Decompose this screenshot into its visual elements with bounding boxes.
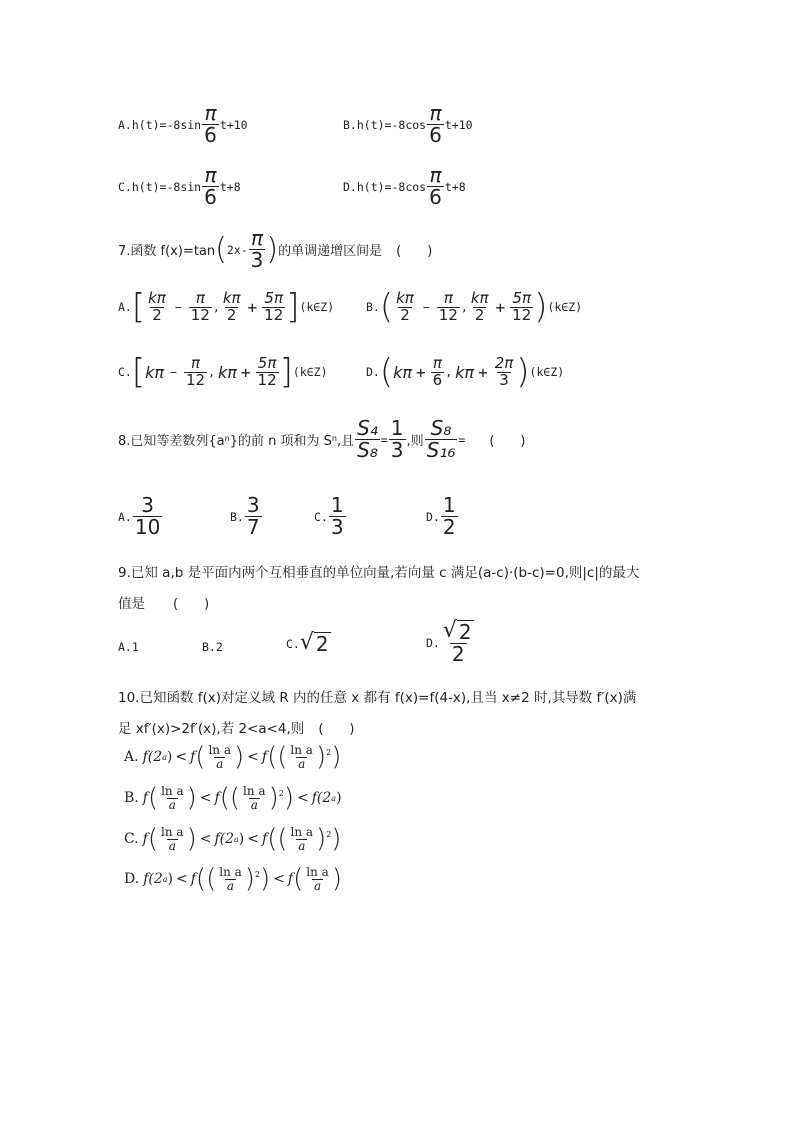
term-a: kπ xyxy=(393,362,413,382)
right-paren: ) xyxy=(315,742,327,773)
denominator: 2 xyxy=(226,305,237,324)
option-label: B. xyxy=(366,300,380,314)
option-expr-pre: h(t)=-8sin xyxy=(131,117,202,132)
option-label: C. xyxy=(124,831,139,848)
option-label: D. xyxy=(426,635,440,650)
q10-stem-line2 xyxy=(118,717,354,737)
q7-stem xyxy=(118,228,432,271)
option-label: A. xyxy=(124,749,139,766)
left-paren: ( xyxy=(215,231,227,267)
equals-sign: = xyxy=(458,432,466,447)
square-root xyxy=(300,632,331,655)
domain-suffix: (k∈Z) xyxy=(529,365,565,379)
exponent-2: 2 xyxy=(278,789,284,798)
denominator: 12 xyxy=(185,370,206,389)
numerator: S₄ xyxy=(357,416,378,440)
denominator: a xyxy=(216,756,224,771)
exponent-a: a xyxy=(162,752,167,762)
fraction-s8-s16 xyxy=(425,418,458,461)
less-than: < xyxy=(247,831,259,848)
option-label: C. xyxy=(118,365,132,379)
q10-option-a xyxy=(124,742,342,773)
right-paren: ) xyxy=(234,742,245,773)
right-paren: ) xyxy=(283,783,294,814)
left-paren: ( xyxy=(147,783,159,814)
subscript-n: n xyxy=(331,434,337,443)
right-paren: ) xyxy=(516,352,530,392)
denominator: 3 xyxy=(499,370,509,389)
numerator: π xyxy=(195,288,205,307)
numerator: S₈ xyxy=(430,416,452,440)
numerator: ln a xyxy=(290,825,314,839)
denominator: 3 xyxy=(330,515,344,539)
less-than: < xyxy=(247,749,259,766)
q8-stem xyxy=(118,418,525,461)
fraction-ln-a-over-a xyxy=(206,744,233,770)
numerator: π xyxy=(429,163,442,187)
denominator: a xyxy=(168,838,176,853)
left-paren: ( xyxy=(277,742,288,773)
numerator: ln a xyxy=(161,784,184,798)
denominator: a xyxy=(298,838,306,853)
fraction-ln-a-over-a xyxy=(289,826,316,852)
less-than: < xyxy=(296,790,309,807)
q6-option-c xyxy=(118,165,241,208)
fraction xyxy=(133,495,162,538)
option-expr-post: t+8 xyxy=(444,179,466,194)
denominator: 6 xyxy=(432,370,443,389)
q10-option-b xyxy=(124,783,342,814)
less-than: < xyxy=(199,831,212,848)
f-symbol: f xyxy=(142,790,148,807)
q7-option-d xyxy=(366,352,565,392)
fraction xyxy=(394,288,416,324)
option-expr-post: t+10 xyxy=(219,117,248,132)
fraction-ln-a-over-a xyxy=(304,866,331,892)
domain-suffix: (k∈Z) xyxy=(292,365,328,379)
q8-stem-mid: }的前 n 项和为 S xyxy=(229,434,332,449)
option-expr-post: t+10 xyxy=(444,117,473,132)
q10-line2-text: 足 xf′(x)>2f′(x),若 2<a<4,则 xyxy=(118,721,305,737)
plus-sign: + xyxy=(240,362,251,382)
right-paren: ) xyxy=(534,287,548,327)
fraction-ln-a-over-a xyxy=(241,785,268,811)
f-symbol: f xyxy=(214,790,220,807)
denominator: 3 xyxy=(390,438,404,462)
option-label: A. xyxy=(118,640,132,654)
q8-stem-pre: 8.已知等差数列{a xyxy=(118,434,225,449)
fraction xyxy=(249,228,266,271)
numerator: ln a xyxy=(208,743,231,757)
numerator: 3 xyxy=(246,493,260,517)
close-paren: ) xyxy=(336,790,342,807)
fraction-ln-a-over-a xyxy=(159,785,186,811)
numerator xyxy=(441,620,476,643)
denominator: a xyxy=(168,797,176,812)
option-expr-post: t+8 xyxy=(219,179,241,194)
numerator: 1 xyxy=(442,493,456,517)
denominator: 12 xyxy=(264,305,284,324)
numerator: π xyxy=(204,163,217,187)
comma: , xyxy=(212,300,220,314)
q9-option-b xyxy=(202,640,223,654)
option-label: C. xyxy=(118,179,132,194)
option-label: D. xyxy=(124,871,140,888)
q7-option-a xyxy=(118,287,335,327)
denominator: 10 xyxy=(134,515,161,539)
f-symbol: f xyxy=(190,871,196,888)
left-bracket: [ xyxy=(131,287,146,327)
right-paren: ) xyxy=(316,824,327,855)
less-than: < xyxy=(176,871,188,888)
left-paren: ( xyxy=(195,864,207,895)
fraction-ln-a-over-a xyxy=(217,866,244,892)
left-paren: ( xyxy=(277,824,288,855)
left-paren: ( xyxy=(147,824,159,855)
fraction xyxy=(202,165,219,208)
domain-suffix: (k∈Z) xyxy=(547,300,583,314)
denominator: 6 xyxy=(429,185,442,209)
option-label: A. xyxy=(118,509,132,524)
term-c: kπ xyxy=(455,362,475,382)
radicand: 2 xyxy=(315,632,329,656)
numerator: kπ xyxy=(470,288,489,307)
numerator: π xyxy=(191,353,201,372)
term-a: kπ xyxy=(145,362,165,382)
denominator: 12 xyxy=(257,370,277,389)
equals-sign: = xyxy=(380,432,388,447)
domain-suffix: (k∈Z) xyxy=(299,300,335,314)
option-label: D. xyxy=(426,509,440,524)
close-paren: ) xyxy=(166,749,173,766)
left-paren: ( xyxy=(293,864,304,895)
fraction xyxy=(221,288,243,324)
numerator: π xyxy=(432,353,442,372)
radical-sign: √ xyxy=(442,618,457,643)
fraction xyxy=(427,103,444,146)
right-paren: ) xyxy=(186,824,197,855)
q8-option-c xyxy=(314,495,347,538)
numerator: π xyxy=(204,101,217,125)
fraction xyxy=(427,165,444,208)
q9-option-a xyxy=(118,640,139,654)
right-paren: ) xyxy=(331,742,342,773)
close-paren: ) xyxy=(238,831,245,848)
numerator: 1 xyxy=(390,416,404,440)
right-bracket: ] xyxy=(286,287,300,327)
denominator: a xyxy=(250,797,258,812)
denominator: 2 xyxy=(442,515,456,539)
less-than: < xyxy=(273,871,285,888)
fraction xyxy=(437,288,460,324)
numerator: 1 xyxy=(330,493,344,517)
right-paren: ) xyxy=(266,231,279,267)
numerator: 2π xyxy=(494,353,514,372)
numerator: π xyxy=(429,101,442,125)
denominator: 2 xyxy=(451,642,465,666)
denominator: 7 xyxy=(246,515,260,539)
exponent-2: 2 xyxy=(326,830,332,839)
denominator: 2 xyxy=(474,305,485,324)
less-than: < xyxy=(199,790,212,807)
denominator: a xyxy=(313,878,322,893)
q9-stem-line1: 9.已知 a,b 是平面内两个互相垂直的单位向量,若向量 c 满足(a-c)·(b-c)=0,则|c|的最大 xyxy=(118,565,640,581)
right-paren: ) xyxy=(244,864,255,895)
denominator: a xyxy=(226,878,235,893)
radicand: 2 xyxy=(458,620,472,644)
numerator: 5π xyxy=(264,288,283,307)
denominator: 12 xyxy=(438,305,458,324)
q6-option-d xyxy=(343,165,466,208)
left-paren: ( xyxy=(379,287,394,327)
numerator: ln a xyxy=(161,825,184,839)
q9-stem-line2 xyxy=(118,592,209,612)
fraction xyxy=(510,288,533,324)
fraction-ln-a-over-a xyxy=(159,826,186,852)
f-symbol: f xyxy=(142,831,148,848)
numerator: ln a xyxy=(243,784,266,798)
f-symbol: f xyxy=(261,749,268,766)
denominator: 2 xyxy=(400,305,410,324)
fraction xyxy=(256,353,279,389)
q8-option-b xyxy=(230,495,263,538)
option-expr-pre: h(t)=-8cos xyxy=(356,179,427,194)
numerator: ln a xyxy=(219,865,242,879)
option-label: A. xyxy=(118,300,132,314)
right-paren: ) xyxy=(268,783,279,814)
q9-line2-text: 值是 xyxy=(118,596,145,612)
q8-option-a xyxy=(118,495,163,538)
comma: , xyxy=(208,365,215,379)
q6-option-b xyxy=(343,103,473,146)
term-c: kπ xyxy=(218,362,237,382)
right-paren: ) xyxy=(331,824,342,855)
left-paren: ( xyxy=(267,742,278,773)
option-label: C. xyxy=(286,636,300,651)
denominator: S₁₆ xyxy=(426,438,456,462)
right-paren: ) xyxy=(260,864,271,895)
option-label: B. xyxy=(343,117,357,132)
q7-stem-post: 的单调递增区间是 xyxy=(278,244,383,259)
q9-option-c xyxy=(286,632,331,655)
answer-blank: ( ) xyxy=(318,721,355,737)
denominator: S₈ xyxy=(357,438,378,462)
denominator: 6 xyxy=(204,123,217,147)
q7-stem-inner: 2x- xyxy=(226,242,248,257)
right-paren: ) xyxy=(186,783,197,814)
q9-option-d xyxy=(426,620,477,665)
answer-blank: ( ) xyxy=(173,596,210,612)
square-root xyxy=(443,620,474,643)
option-label: B. xyxy=(230,509,244,524)
numerator: π xyxy=(443,288,453,307)
answer-blank: ( ) xyxy=(489,434,526,449)
fraction-one-third xyxy=(389,418,406,461)
plus-sign: + xyxy=(416,362,426,382)
q8-stem-and: ,且 xyxy=(336,434,355,449)
plus-sign: + xyxy=(495,297,506,317)
left-paren: ( xyxy=(379,352,394,392)
fraction xyxy=(469,288,491,324)
q7-option-b xyxy=(366,287,583,327)
option-value: 1 xyxy=(131,640,139,654)
fraction xyxy=(431,353,445,389)
numerator: 5π xyxy=(512,288,531,307)
numerator: π xyxy=(251,226,264,250)
left-paren: ( xyxy=(195,742,206,773)
right-paren: ) xyxy=(331,864,342,895)
exponent-a: a xyxy=(234,834,239,844)
fraction xyxy=(493,353,516,389)
exponent-a: a xyxy=(331,793,337,803)
left-paren: ( xyxy=(219,783,230,814)
f-symbol: f xyxy=(190,749,196,766)
q10-stem-line1: 10.已知函数 f(x)对定义域 R 内的任意 x 都有 f(x)=f(4-x),且当 x≠2 时,其导数 f′(x)满 xyxy=(118,690,637,706)
denominator: 6 xyxy=(429,123,442,147)
fraction xyxy=(441,495,458,538)
f-pow: f(2 xyxy=(142,749,163,766)
option-expr-pre: h(t)=-8sin xyxy=(131,179,202,194)
radical-sign: √ xyxy=(299,630,314,655)
plus-sign: + xyxy=(478,362,488,382)
left-paren: ( xyxy=(267,824,278,855)
option-value: 2 xyxy=(215,640,223,654)
q6-option-a xyxy=(118,103,248,146)
option-label: D. xyxy=(366,365,380,379)
numerator: kπ xyxy=(148,288,166,307)
right-bracket: ] xyxy=(279,352,293,392)
f-symbol: f xyxy=(262,831,268,848)
denominator: 3 xyxy=(250,248,264,272)
fraction-ln-a-over-a xyxy=(288,744,315,770)
fraction-s4-s8 xyxy=(355,418,380,461)
q10-option-d xyxy=(124,864,342,895)
minus-sign: − xyxy=(422,300,430,314)
exponent-2: 2 xyxy=(254,870,261,879)
left-paren: ( xyxy=(229,783,241,814)
q8-then: ,则 xyxy=(406,434,424,449)
numerator: kπ xyxy=(396,288,414,307)
q7-stem-pre: 7.函数 f(x)=tan xyxy=(118,244,216,259)
less-than: < xyxy=(175,749,188,766)
exponent-a: a xyxy=(162,874,168,884)
subscript-n: n xyxy=(224,434,230,443)
option-label: B. xyxy=(124,790,139,807)
left-paren: ( xyxy=(206,864,217,895)
minus-sign: − xyxy=(170,365,177,379)
numerator: ln a xyxy=(290,743,313,757)
option-label: C. xyxy=(314,509,328,524)
f-pow: f(2 xyxy=(143,871,163,888)
f-pow: f(2 xyxy=(311,790,332,807)
fraction xyxy=(202,103,219,146)
denominator: 12 xyxy=(512,305,532,324)
option-label: A. xyxy=(118,117,132,132)
q10-option-c xyxy=(124,824,342,855)
denominator: a xyxy=(298,756,306,771)
option-expr-pre: h(t)=-8cos xyxy=(356,117,427,132)
denominator: 12 xyxy=(190,305,210,324)
denominator: 6 xyxy=(204,185,217,209)
fraction xyxy=(184,353,207,389)
denominator: 2 xyxy=(152,305,162,324)
q8-option-d xyxy=(426,495,459,538)
fraction xyxy=(146,288,168,324)
numerator: 5π xyxy=(257,353,277,372)
fraction xyxy=(262,288,285,324)
option-label: D. xyxy=(343,179,357,194)
f-pow: f(2 xyxy=(214,831,235,848)
fraction xyxy=(329,495,346,538)
q7-option-c xyxy=(118,352,328,392)
fraction xyxy=(441,620,476,665)
numerator: kπ xyxy=(222,288,241,307)
close-paren: ) xyxy=(167,871,173,888)
fraction xyxy=(245,495,262,538)
option-label: B. xyxy=(202,640,216,654)
minus-sign: − xyxy=(174,300,182,314)
numerator: ln a xyxy=(306,865,329,879)
comma: , xyxy=(445,365,453,379)
comma: , xyxy=(460,300,468,314)
exponent-2: 2 xyxy=(326,748,332,757)
left-bracket: [ xyxy=(131,352,146,392)
answer-blank: ( ) xyxy=(396,244,433,259)
fraction xyxy=(189,288,212,324)
plus-sign: + xyxy=(247,297,258,317)
numerator: 3 xyxy=(141,493,154,517)
f-symbol: f xyxy=(287,871,294,888)
